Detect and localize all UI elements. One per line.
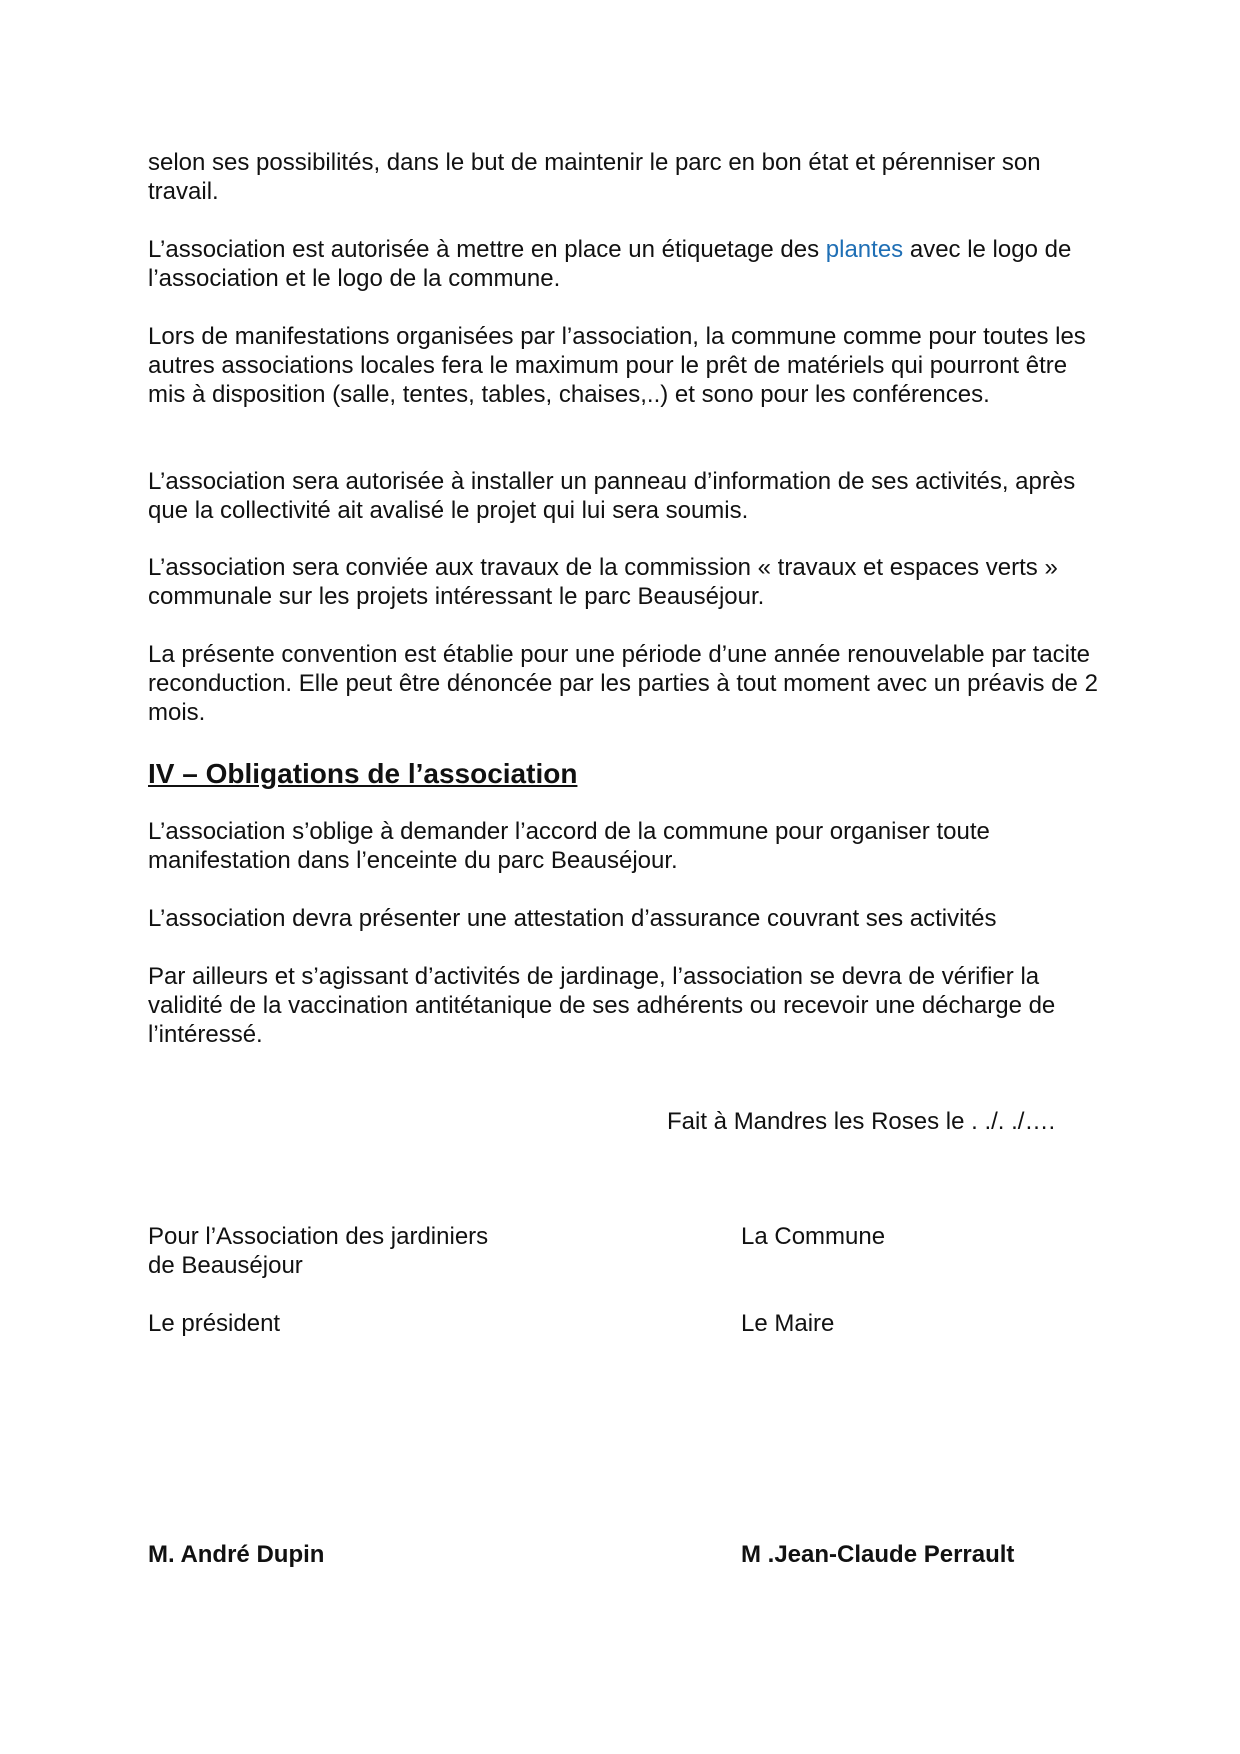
paragraph-manifestations: Lors de manifestations organisées par l’association, la commune comme pour toutes les autres associations locales fera le maximum pour le prêt de matériels qui pourront être mis à disposition (salle, tentes, tables, chaises,..) et sono pour les conférences. (148, 323, 1086, 408)
signatory-left-role: Le président (148, 1310, 281, 1337)
signatory-left-organisation: Pour l’Association des jardiniers (148, 1223, 489, 1250)
signatory-left-name: M. André Dupin (148, 1541, 325, 1568)
paragraph-assurance: L’association devra présenter une attestation d’assurance couvrant ses activités (148, 905, 997, 932)
paragraph-etiquetage-text-start: L’association est autorisée à mettre en place un étiquetage des (148, 236, 826, 263)
paragraph-etiquetage-text-end: avec le logo de l’association et le logo de la commune. (148, 236, 1072, 292)
paragraph-vaccination: Par ailleurs et s’agissant d’activités de jardinage, l’association se devra de vérifier la validité de la vaccination antitétanique de ses adhérents ou recevoir une décharge de l’intéressé. (148, 963, 1056, 1048)
paragraph-duree-convention: La présente convention est établie pour une période d’une année renouvelable par tacite reconduction. Elle peut être dénoncée par les parties à tout moment avec un préavis de 2 mois. (148, 641, 1098, 726)
plantes-link[interactable]: plantes (825, 236, 904, 263)
section-heading-obligations: IV – Obligations de l’association (148, 758, 578, 789)
paragraph-commission: L’association sera conviée aux travaux de la commission « travaux et espaces verts » communale sur les projets intéressant le parc Beauséjour. (148, 554, 1058, 610)
signatory-right-role: Le Maire (741, 1310, 835, 1337)
signatory-right-name: M .Jean-Claude Perrault (741, 1541, 1015, 1568)
signatory-right-organisation: La Commune (741, 1223, 886, 1250)
place-date-line: Fait à Mandres les Roses le . ./. ./…. (667, 1108, 1056, 1135)
signatory-left-organisation-continued: de Beauséjour (148, 1252, 303, 1279)
paragraph-panneau: L’association sera autorisée à installer un panneau d’information de ses activités, après que la collectivité ait avalisé le projet qui lui sera soumis. (148, 468, 1076, 524)
paragraph-etiquetage (148, 235, 1108, 293)
paragraph-possibilites: selon ses possibilités, dans le but de maintenir le parc en bon état et pérenniser son travail. (148, 149, 1041, 205)
paragraph-accord-commune: L’association s’oblige à demander l’accord de la commune pour organiser toute manifestation dans l’enceinte du parc Beauséjour. (148, 818, 990, 874)
